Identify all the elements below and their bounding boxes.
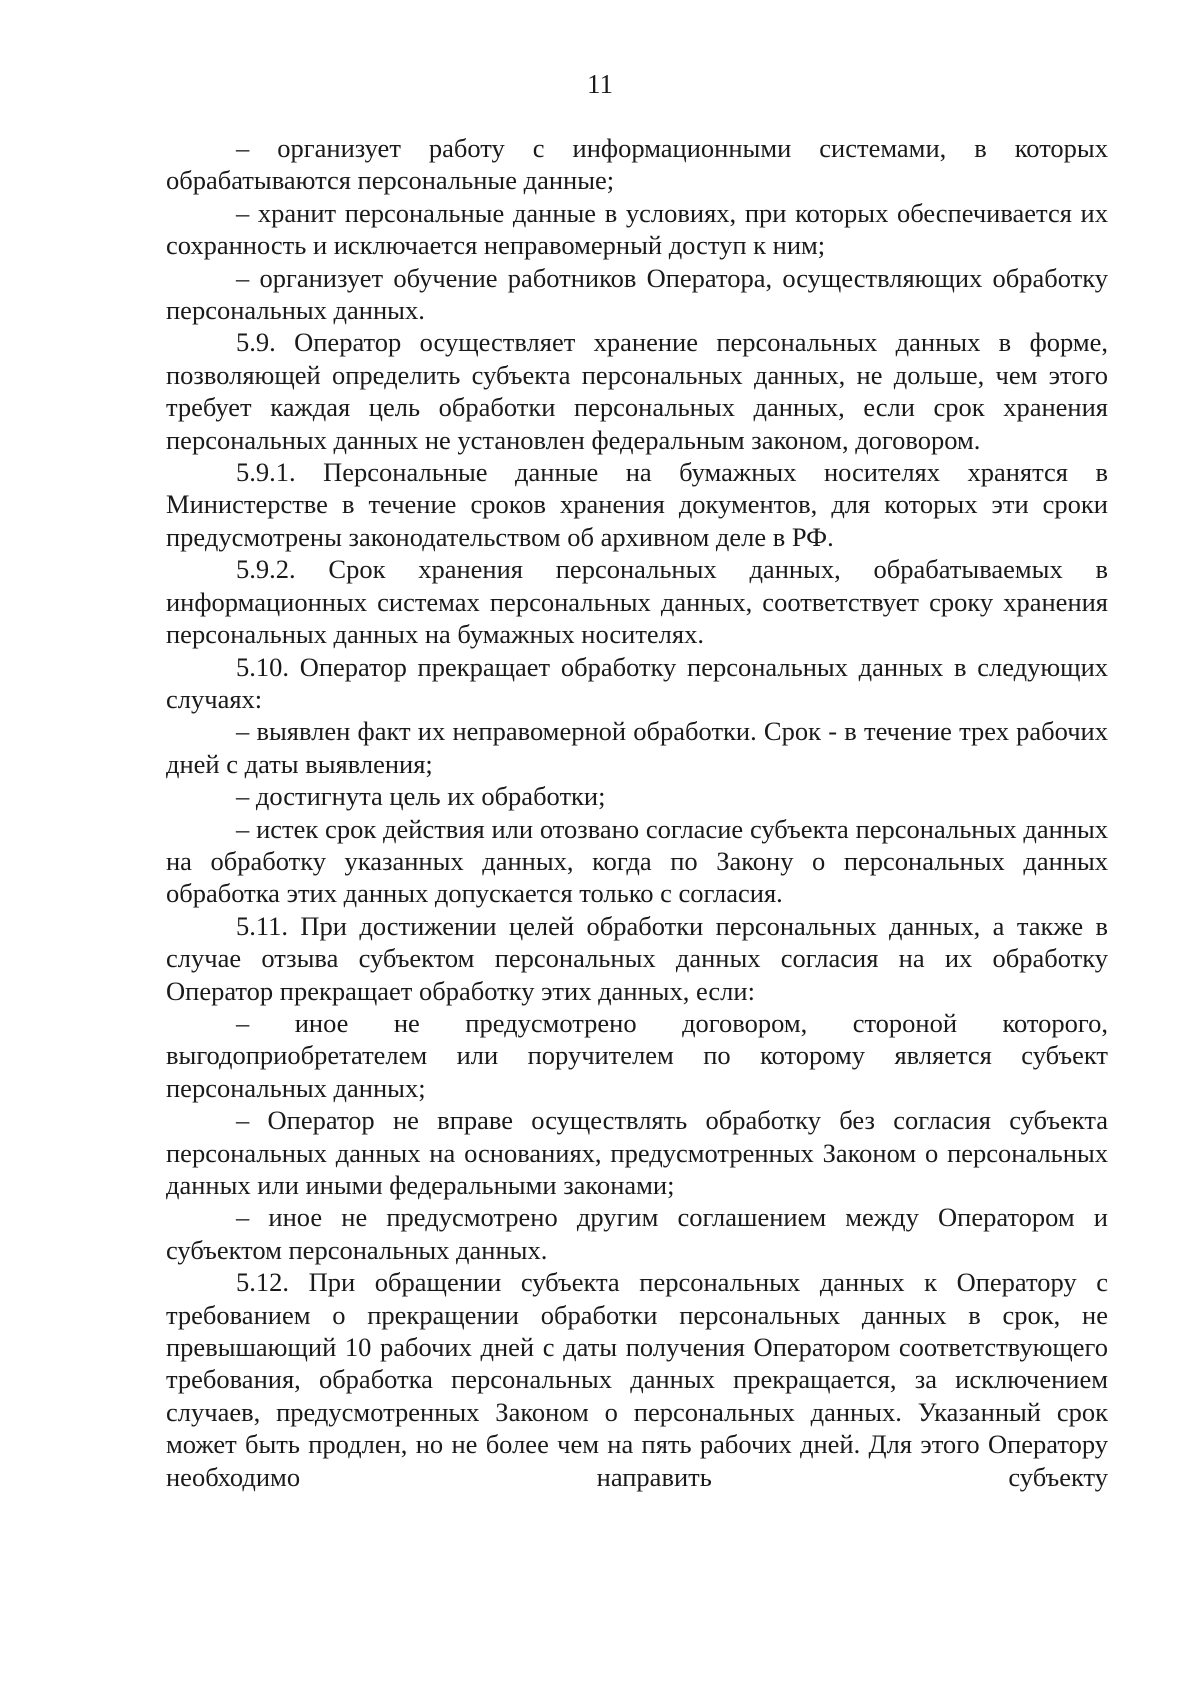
paragraph-unlawful-processing: – выявлен факт их неправомерной обработки. Срок - в течение трех рабочих дней с даты выявления; — [166, 716, 1108, 779]
paragraph-5-10: 5.10. Оператор прекращает обработку персональных данных в следующих случаях: — [166, 651, 1108, 714]
paragraph-5-9-1: 5.9.1. Персональные данные на бумажных носителях хранятся в Министерстве в течение сроков хранения документов, для которых эти сроки предусмотрены законодательством об архивном деле в РФ. — [166, 457, 1108, 552]
paragraph-stores-data: – хранит персональные данные в условиях, при которых обеспечивается их сохранность и исключается неправомерный доступ к ним; — [166, 197, 1108, 261]
paragraph-organizes-info-systems: – организует работу с информационными системами, в которых обрабатываются персональные данные; — [166, 133, 1108, 196]
paragraph-5-9-2: 5.9.2. Срок хранения персональных данных, обрабатываемых в информационных системах персональных данных, соответствует сроку хранения персональных данных на бумажных носителях. — [166, 554, 1108, 650]
paragraph-5-9: 5.9. Оператор осуществляет хранение персональных данных в форме, позволяющей определить субъекта персональных данных, не дольше, чем этого требует каждая цель обработки персональных данных, если срок хранения персональных данных не установлен федеральным законом, договором. — [166, 327, 1108, 455]
paragraph-goal-achieved: – достигнута цель их обработки; — [236, 781, 606, 812]
paragraph-organizes-training: – организует обучение работников Оператора, осуществляющих обработку персональных данных. — [166, 262, 1108, 326]
paragraph-consent-expired: – истек срок действия или отозвано согласие субъекта персональных данных на обработку указанных данных, когда по Закону о персональных данных обработка этих данных допускается только с согласия. — [166, 813, 1108, 909]
paragraph-contract-exception: – иное не предусмотрено договором, стороной которого, выгодоприобретателем или поручителем по которому является субъект персональных данных; — [166, 1007, 1108, 1103]
page-number: 11 — [587, 69, 613, 99]
paragraph-other-agreement: – иное не предусмотрено другим соглашением между Оператором и субъектом персональных данных. — [166, 1202, 1108, 1265]
paragraph-5-12: 5.12. При обращении субъекта персональных данных к Оператору с требованием о прекращении обработки персональных данных в срок, не превышающий 10 рабочих дней с даты получения Оператором соответствующего требования, обработка персональных данных прекращается, за исключением случаев, предусмотренных Законом о персональных данных. Указанный срок может быть продлен, но не более чем на пять рабочих дней. Для этого Оператору необходимо направить субъекту — [166, 1267, 1108, 1492]
paragraph-5-11: 5.11. При достижении целей обработки персональных данных, а также в случае отзыва субъектом персональных данных согласия на их обработку Оператор прекращает обработку этих данных, если: — [166, 910, 1108, 1006]
document-body — [166, 132, 1108, 1493]
paragraph-no-legal-basis: – Оператор не вправе осуществлять обработку без согласия субъекта персональных данных на основаниях, предусмотренных Законом о персональных данных или иными федеральными законами; — [166, 1105, 1108, 1200]
